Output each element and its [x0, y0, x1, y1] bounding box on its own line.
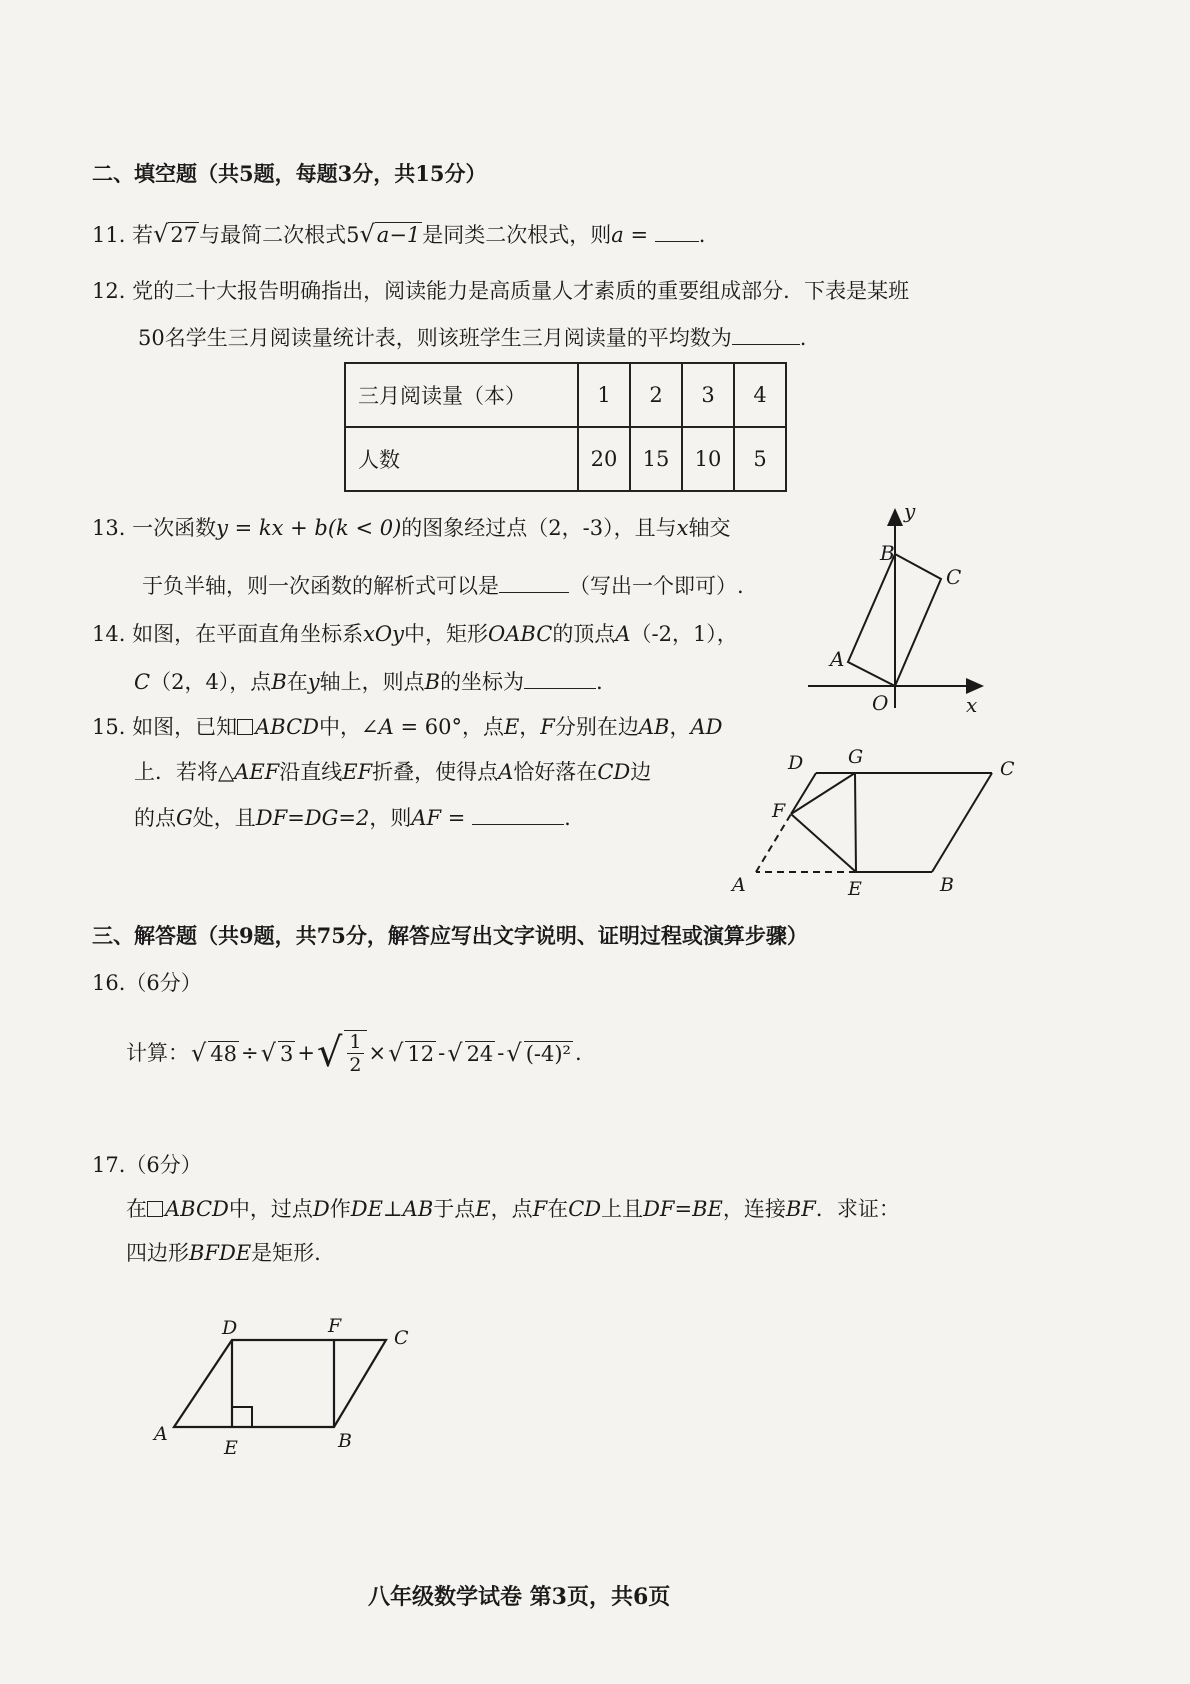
variable: E	[475, 1197, 491, 1221]
text: 一次函数	[132, 516, 217, 540]
text: 处，且	[192, 806, 256, 830]
table-cell: 5	[734, 427, 786, 491]
label-c: C	[946, 565, 962, 589]
operator: -	[438, 1041, 446, 1065]
reading-table	[344, 362, 787, 492]
table-header-label: 三月阅读量（本）	[345, 363, 578, 427]
table-cell: 15	[630, 427, 682, 491]
figure-17-parallelogram	[150, 1310, 430, 1460]
text: 中，过点	[228, 1197, 313, 1221]
radical-sign-icon: √	[447, 1039, 463, 1067]
edge-cb	[932, 773, 992, 872]
edge-fd	[791, 773, 816, 814]
variable: AEF	[234, 760, 280, 784]
label-x: x	[966, 693, 978, 717]
label-b: B	[940, 874, 954, 896]
text: ，点	[490, 1197, 533, 1221]
text: 是矩形.	[251, 1241, 321, 1265]
operator: +	[297, 1041, 315, 1065]
radical-sign-icon: √	[191, 1039, 207, 1067]
text: （写出一个即可）.	[569, 574, 744, 598]
label-g: G	[848, 746, 864, 768]
text: 若	[132, 223, 154, 247]
answer-blank[interactable]	[524, 666, 596, 689]
text: 恰好落在	[513, 760, 598, 784]
text: 在	[126, 1197, 147, 1221]
variable: xOy	[363, 622, 405, 646]
operator: ×	[368, 1041, 387, 1065]
operator: -	[497, 1041, 505, 1065]
radicand: 3	[279, 1041, 294, 1066]
table-row	[345, 363, 786, 427]
variable: C	[134, 670, 151, 694]
label-d: D	[222, 1317, 238, 1339]
table-row-label: 人数	[345, 427, 578, 491]
answer-blank[interactable]	[732, 322, 800, 345]
variable: AD	[690, 715, 723, 739]
label-f: F	[772, 800, 786, 822]
radicand: 48	[210, 1041, 238, 1066]
segment-ge	[855, 773, 856, 872]
text: .	[698, 223, 706, 247]
table-cell: 10	[682, 427, 734, 491]
text: 党的二十大报告明确指出，阅读能力是高质量人才素质的重要组成部分．下表是某班	[132, 279, 910, 303]
text: 折叠，使得点	[372, 760, 499, 784]
text: .	[799, 326, 807, 350]
right-angle-mark-icon	[232, 1407, 252, 1427]
fold-line-fe	[791, 814, 856, 872]
label-y: y	[904, 499, 916, 523]
question-16-expression	[126, 1030, 582, 1076]
formula: y = kx + b(k < 0)	[216, 516, 402, 540]
operator: ÷	[241, 1041, 259, 1065]
question-16-number: 16.（6分）	[92, 971, 202, 995]
text: 作	[329, 1197, 351, 1221]
radicand: 24	[466, 1041, 494, 1066]
text: 中，∠	[319, 715, 379, 739]
answer-blank[interactable]	[655, 219, 699, 242]
variable: y	[307, 670, 320, 694]
variable: BF	[785, 1197, 816, 1221]
table-row	[345, 427, 786, 491]
text: ，连接	[722, 1197, 786, 1221]
text: .	[564, 806, 571, 830]
variable: F	[532, 1197, 548, 1221]
text: 在	[547, 1197, 569, 1221]
label-e: E	[848, 878, 862, 900]
text: =	[623, 223, 655, 247]
fraction	[344, 1030, 366, 1076]
denominator: 2	[349, 1054, 362, 1076]
variable: DE⊥AB	[350, 1197, 434, 1221]
text: 的顶点	[552, 622, 616, 646]
text: 如图，已知	[132, 715, 238, 739]
radical-sign-icon: √	[260, 1039, 276, 1067]
variable: DF=DG=2	[255, 806, 370, 830]
text: （-2，1），	[630, 622, 738, 646]
parallelogram-icon	[237, 719, 253, 735]
radicand: a−1	[376, 223, 421, 247]
question-12-line-2	[138, 322, 806, 353]
question-15-line-1	[92, 712, 723, 742]
variable: ABCD	[165, 1197, 229, 1221]
table-cell: 4	[734, 363, 786, 427]
text: 与最简二次根式	[199, 223, 347, 247]
variable: CD	[568, 1197, 602, 1221]
variable: OABC	[488, 622, 553, 646]
label-f: F	[328, 1315, 342, 1337]
text: 于负半轴，则一次函数的解析式可以是	[142, 574, 499, 598]
text: = 60°，点	[393, 715, 504, 739]
question-17-line-1	[126, 1194, 900, 1224]
radicand: 12	[407, 1041, 435, 1066]
variable: G	[176, 806, 193, 830]
question-14-line-1	[92, 619, 738, 649]
table-cell: 3	[682, 363, 734, 427]
label-a: A	[732, 874, 746, 896]
question-number: 14.	[92, 622, 126, 646]
radical-sign-icon: √	[359, 220, 375, 248]
question-13-line-1	[92, 513, 730, 543]
text: 如图，在平面直角坐标系	[132, 622, 364, 646]
text: .	[574, 1041, 582, 1065]
table-cell: 1	[578, 363, 630, 427]
question-number: 11.	[92, 223, 126, 247]
question-17-number: 17.（6分）	[92, 1153, 202, 1177]
question-15-line-2	[134, 757, 651, 787]
variable: B	[424, 670, 441, 694]
text: 是同类二次根式，则	[422, 223, 612, 247]
numerator: 1	[349, 1031, 362, 1053]
text: 四边形	[126, 1241, 189, 1265]
question-11	[92, 219, 705, 250]
variable: A	[378, 715, 394, 739]
label-e: E	[224, 1437, 238, 1459]
question-17-line-2	[126, 1238, 321, 1268]
page-footer: 八年级数学试卷 第3页，共6页	[368, 1584, 671, 1610]
text: 在	[286, 670, 308, 694]
section-2-heading: 二、填空题（共5题，每题3分，共15分）	[92, 161, 487, 186]
radical-sign-icon: √	[153, 220, 169, 248]
variable: F	[540, 715, 555, 739]
variable: AF	[411, 806, 442, 830]
text: 中，矩形	[404, 622, 489, 646]
question-number: 13.	[92, 516, 126, 540]
variable: EF	[342, 760, 373, 784]
variable: DF=BE	[643, 1197, 723, 1221]
variable: AB	[638, 715, 670, 739]
coefficient: 5	[346, 223, 360, 247]
text: 计算：	[126, 1041, 189, 1065]
text: 的坐标为	[440, 670, 525, 694]
text: =	[441, 806, 473, 830]
parallelogram-icon	[147, 1201, 163, 1217]
question-number: 12.	[92, 279, 126, 303]
label-c: C	[394, 1327, 409, 1349]
variable: BFDE	[189, 1241, 252, 1265]
radical-sign-icon: √	[388, 1039, 404, 1067]
variable: a	[611, 223, 624, 247]
segment-fg	[791, 773, 855, 814]
text: 的图象经过点（2，-3），且与	[401, 516, 677, 540]
text: ，则	[369, 806, 412, 830]
text: （2，4），点	[150, 670, 272, 694]
text: ．	[596, 670, 618, 694]
question-15-line-3	[134, 802, 571, 833]
label-d: D	[788, 752, 804, 774]
radicand: 27	[170, 223, 198, 247]
label-c: C	[1000, 758, 1015, 780]
answer-blank[interactable]	[499, 570, 569, 593]
text: 的点	[134, 806, 176, 830]
text: 轴交	[688, 516, 731, 540]
variable: B	[271, 670, 287, 694]
question-12-line-1	[92, 276, 909, 306]
question-14-line-2	[134, 666, 617, 697]
answer-blank[interactable]	[472, 802, 564, 825]
label-o: O	[872, 691, 889, 715]
section-3-heading: 三、解答题（共9题，共75分，解答应写出文字说明、证明过程或演算步骤）	[92, 923, 808, 948]
table-cell: 20	[578, 427, 630, 491]
variable: x	[676, 516, 689, 540]
radical-sign-icon: √	[316, 1030, 343, 1076]
variable: ABCD	[255, 715, 319, 739]
text: 沿直线	[279, 760, 343, 784]
figure-14-coordinate-rectangle	[800, 498, 1000, 723]
radical-sign-icon: √	[506, 1039, 522, 1067]
parallelogram-abcd	[174, 1340, 386, 1427]
question-number: 15.	[92, 715, 126, 739]
variable: A	[498, 760, 514, 784]
question-13-line-2	[142, 570, 744, 601]
text: 50名学生三月阅读量统计表，则该班学生三月阅读量的平均数为	[138, 326, 732, 350]
variable: A	[615, 622, 631, 646]
text: 上且	[601, 1197, 644, 1221]
text: ，	[669, 715, 691, 739]
variable: E	[503, 715, 520, 739]
radicand: (-4)²	[525, 1041, 571, 1066]
label-a: A	[154, 1423, 168, 1445]
text: 上．若将△	[134, 760, 235, 784]
text: ，	[519, 715, 541, 739]
label-a: A	[830, 647, 845, 671]
variable: D	[312, 1197, 330, 1221]
text: 边	[630, 760, 652, 784]
text: 于点	[433, 1197, 476, 1221]
variable: CD	[597, 760, 631, 784]
table-cell: 2	[630, 363, 682, 427]
figure-15-parallelogram-fold	[730, 745, 1030, 905]
label-b: B	[338, 1430, 352, 1452]
text: ．求证：	[815, 1197, 900, 1221]
text: 轴上，则点	[319, 670, 425, 694]
text: 分别在边	[554, 715, 639, 739]
edge-af-dashed	[756, 814, 791, 872]
label-b: B	[880, 541, 895, 565]
